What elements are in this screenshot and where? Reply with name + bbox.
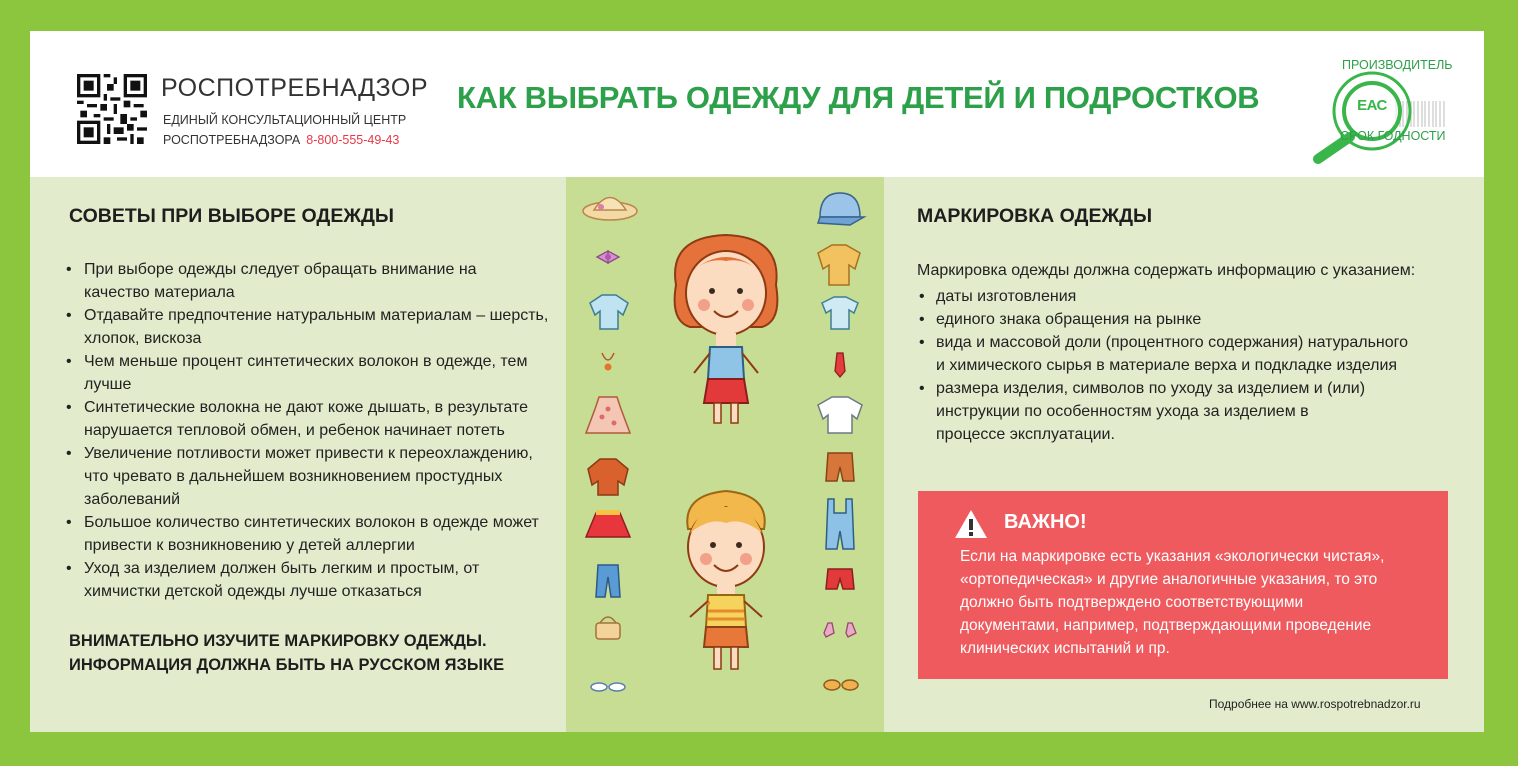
list-item: • При выборе одежды следует обращать внимание на качество материала xyxy=(66,258,556,304)
more-info-link[interactable]: Подробнее на www.rospotrebnadzor.ru xyxy=(1209,697,1421,711)
handbag-icon xyxy=(596,617,620,639)
eac-mark: ЕАС xyxy=(1357,97,1387,114)
tshirt-icon xyxy=(822,297,858,329)
shoes-icon xyxy=(591,683,625,691)
jeans-icon xyxy=(596,565,620,597)
list-item: • вида и массовой доли (процентного содержания) натурального и химического сырья в материале верха и подкладке изделия xyxy=(917,331,1437,377)
page-title: КАК ВЫБРАТЬ ОДЕЖДУ ДЛЯ ДЕТЕЙ И ПОДРОСТКОВ xyxy=(457,80,1260,115)
blouse-icon xyxy=(590,295,628,329)
jacket-icon xyxy=(588,459,628,495)
marking-title: МАРКИРОВКА ОДЕЖДЫ xyxy=(917,205,1153,227)
red-shorts-icon xyxy=(826,569,854,589)
list-item: • Уход за изделием должен быть легким и простым, от химчистки детской одежды лучше отказаться xyxy=(66,557,556,603)
list-item: • единого знака обращения на рынке xyxy=(917,308,1437,331)
poster xyxy=(30,31,1484,732)
kids-clothes-illustration xyxy=(566,177,884,732)
org-name: РОСПОТРЕБНАДЗОР xyxy=(161,74,428,102)
hotline-phone: 8-800-555-49-43 xyxy=(306,133,400,147)
consult-center-label-2 xyxy=(163,133,399,147)
boy-figure xyxy=(687,491,764,669)
marking-list xyxy=(917,285,1437,446)
important-text: Если на маркировке есть указания «экологически чистая», «ортопедическая» и другие аналогичные указания, то это должно быть подтверждено соответствующими документами, например, подтверждающими проведение клинических испытаний и пр. xyxy=(960,548,1385,657)
list-item: • Отдавайте предпочтение натуральным материалам – шерсть, хлопок, вискоза xyxy=(66,304,556,350)
consult-center-label: ЕДИНЫЙ КОНСУЛЬТАЦИОННЫЙ ЦЕНТР xyxy=(163,113,407,127)
org-genitive-label: РОСПОТРЕБНАДЗОРА xyxy=(163,133,301,147)
logo-manufacturer-label: ПРОИЗВОДИТЕЛЬ xyxy=(1342,58,1453,72)
list-item: • Большое количество синтетических волокон в одежде может привести к возникновению у детей аллергии xyxy=(66,511,556,557)
tips-list xyxy=(66,258,556,603)
tie-icon xyxy=(835,353,845,377)
girl-figure xyxy=(675,235,778,423)
sweater-icon xyxy=(818,245,860,285)
cap-icon xyxy=(818,193,864,225)
header xyxy=(30,31,1484,177)
list-item: • Чем меньше процент синтетических волокон в одежде, тем лучше xyxy=(66,350,556,396)
tips-section xyxy=(30,177,566,732)
qr-code-icon xyxy=(77,74,147,144)
important-title: ВАЖНО! xyxy=(1004,511,1087,533)
illustration-panel xyxy=(566,177,884,732)
bow-icon xyxy=(597,251,619,263)
overalls-icon xyxy=(826,499,854,549)
list-item: • Увеличение потливости может привести к переохлаждению, что чревато в дальнейшем возникновением простудных заболеваний xyxy=(66,442,556,511)
sun-hat-icon xyxy=(583,198,637,221)
list-item: • Синтетические волокна не дают коже дышать, в результате нарушается тепловой обмен, и ребенок начинает потеть xyxy=(66,396,556,442)
list-item: • размера изделия, символов по уходу за изделием и (или) инструкции по особенностям ухода за изделием в процессе эксплуатации. xyxy=(917,377,1437,446)
marking-intro: Маркировка одежды должна содержать информацию с указанием: xyxy=(917,262,1416,279)
important-box xyxy=(918,491,1448,679)
socks-icon xyxy=(824,623,856,637)
tips-title: СОВЕТЫ ПРИ ВЫБОРЕ ОДЕЖДЫ xyxy=(69,205,394,227)
dress-icon xyxy=(586,397,630,433)
necklace-icon xyxy=(602,353,614,371)
warning-icon xyxy=(953,508,989,540)
attention-note: ВНИМАТЕЛЬНО ИЗУЧИТЕ МАРКИРОВКУ ОДЕЖДЫ. ИНФОРМАЦИЯ ДОЛЖНА БЫТЬ НА РУССКОМ ЯЗЫКЕ xyxy=(69,632,505,674)
shirt-icon xyxy=(818,397,862,433)
skirt-icon xyxy=(586,510,630,537)
list-item: • даты изготовления xyxy=(917,285,1437,308)
shorts-icon xyxy=(826,453,854,481)
sandals-icon xyxy=(824,680,858,690)
marking-section xyxy=(884,177,1484,732)
logo-expiry-label: СРОК ГОДНОСТИ xyxy=(1340,129,1446,143)
